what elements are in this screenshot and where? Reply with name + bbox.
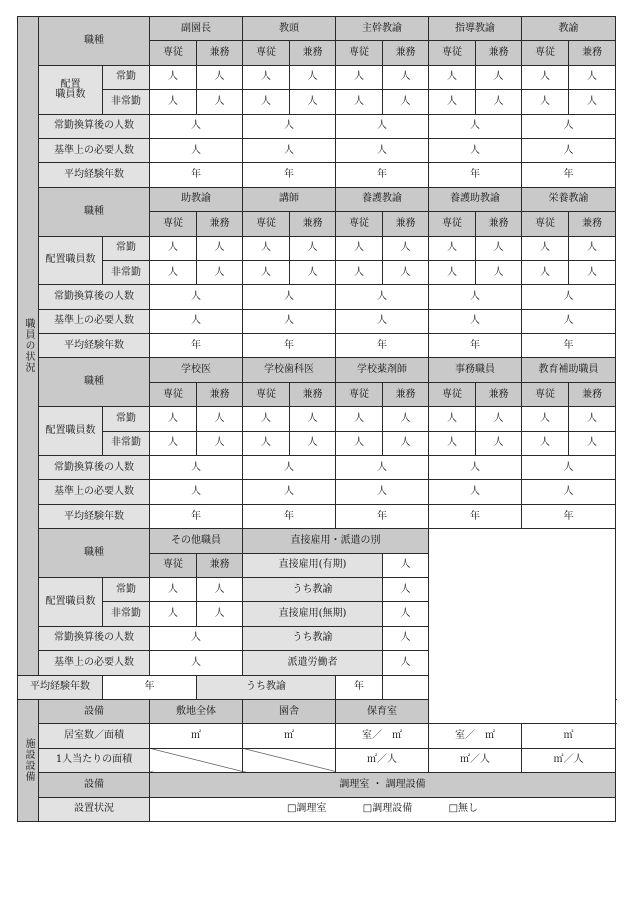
regular-label: 常勤 — [103, 577, 150, 601]
regular-fulltime-cell[interactable]: 人 — [243, 65, 290, 89]
avg-years-cell[interactable]: 年 — [522, 334, 616, 358]
required-cell[interactable]: 人 — [429, 138, 522, 162]
full-time-header: 専従 — [522, 212, 569, 236]
required-cell[interactable]: 人 — [336, 309, 429, 333]
fte-cell[interactable]: 人 — [336, 114, 429, 138]
part-time-header: 兼務 — [569, 41, 616, 65]
non-regular-label: 非常勤 — [103, 260, 150, 284]
avg-years-cell[interactable]: 年 — [243, 163, 336, 187]
regular-parttime-cell[interactable]: 人 — [476, 236, 522, 260]
fte-cell[interactable]: 人 — [150, 456, 243, 480]
section-staff: 職員の状況 — [18, 17, 39, 676]
nursery-room-cell[interactable] — [336, 724, 429, 748]
required-cell[interactable]: 人 — [522, 138, 616, 162]
regular-parttime-cell[interactable]: 人 — [197, 407, 243, 431]
nonregular-parttime-cell[interactable]: 人 — [569, 431, 616, 455]
fixed-teachers-label: うち教諭 — [243, 577, 383, 601]
regular-fulltime-cell[interactable]: 人 — [150, 577, 197, 601]
nonregular-fulltime-cell[interactable]: 人 — [150, 90, 197, 114]
required-cell[interactable]: 人 — [243, 309, 336, 333]
regular-fulltime-cell[interactable]: 人 — [429, 236, 476, 260]
avg-years-cell[interactable]: 年 — [243, 334, 336, 358]
option-kitchen-checkbox[interactable]: □調理室 — [286, 803, 327, 815]
required-cell[interactable]: 人 — [429, 480, 522, 504]
regular-parttime-cell[interactable]: 人 — [197, 577, 243, 601]
nonregular-fulltime-cell[interactable]: 人 — [336, 431, 383, 455]
required-cell[interactable]: 人 — [336, 138, 429, 162]
nonregular-fulltime-cell[interactable]: 人 — [243, 431, 290, 455]
playroom-cell[interactable] — [429, 724, 522, 748]
nonregular-fulltime-cell[interactable]: 人 — [522, 260, 569, 284]
non-regular-label: 非常勤 — [103, 90, 150, 114]
required-cell[interactable]: 人 — [522, 309, 616, 333]
placement-label — [39, 65, 103, 114]
avg-years-cell[interactable]: 年 — [429, 504, 522, 528]
nonregular-fulltime-cell[interactable]: 人 — [429, 90, 476, 114]
role-header: 助教諭 — [150, 187, 243, 211]
fte-cell[interactable]: 人 — [243, 456, 336, 480]
equipment-header: 設備 — [39, 773, 150, 797]
part-time-header: 兼務 — [197, 212, 243, 236]
full-time-header: 専従 — [522, 41, 569, 65]
avg-years-cell[interactable]: 年 — [150, 334, 243, 358]
full-time-header: 専従 — [243, 41, 290, 65]
role-header: 学校医 — [150, 358, 243, 382]
regular-parttime-cell[interactable]: 人 — [476, 407, 522, 431]
kitchen-header: 調理室 ・ 調理設備 — [150, 773, 616, 797]
required-cell[interactable]: 人 — [150, 651, 243, 675]
avg-years-cell[interactable]: 年 — [336, 334, 429, 358]
fte-cell[interactable]: 人 — [243, 285, 336, 309]
nonregular-fulltime-cell[interactable]: 人 — [336, 260, 383, 284]
role-header: その他職員 — [150, 529, 243, 553]
nonregular-parttime-cell[interactable]: 人 — [476, 260, 522, 284]
full-time-header: 専従 — [429, 212, 476, 236]
nonregular-fulltime-cell[interactable]: 人 — [150, 431, 197, 455]
part-time-header: 兼務 — [476, 41, 522, 65]
part-time-header: 兼務 — [290, 212, 336, 236]
job-type-header: 職種 — [39, 529, 150, 578]
full-time-header: 専従 — [429, 41, 476, 65]
placement-label: 配置職員数 — [39, 577, 103, 626]
avg-years-cell[interactable]: 年 — [336, 504, 429, 528]
non-regular-label: 非常勤 — [103, 431, 150, 455]
kitchen-options — [150, 797, 616, 821]
fte-cell[interactable]: 人 — [522, 456, 616, 480]
employment-type-header: 直接雇用・派遣の別 — [243, 529, 429, 553]
room-unit: 室／ — [362, 730, 382, 742]
fte-cell[interactable]: 人 — [336, 456, 429, 480]
role-header: 教頭 — [243, 17, 336, 41]
regular-fulltime-cell[interactable]: 人 — [429, 407, 476, 431]
diagonal-cell — [243, 748, 336, 772]
role-header: 指導教諭 — [429, 17, 522, 41]
regular-fulltime-cell[interactable]: 人 — [522, 236, 569, 260]
fixed-teachers-cell[interactable]: 人 — [383, 577, 429, 601]
role-header: 学校歯科医 — [243, 358, 336, 382]
nonregular-fulltime-cell[interactable]: 人 — [522, 90, 569, 114]
nonregular-parttime-cell[interactable]: 人 — [569, 90, 616, 114]
full-time-header: 専従 — [150, 212, 197, 236]
nonregular-parttime-cell[interactable]: 人 — [290, 260, 336, 284]
rooms-area-label: 居室数／面積 — [39, 724, 150, 748]
sqm-unit: ㎡ — [485, 730, 495, 742]
area-header: 園舎 — [243, 699, 336, 723]
job-type-header: 職種 — [39, 187, 150, 236]
nonregular-fulltime-cell[interactable]: 人 — [429, 260, 476, 284]
regular-parttime-cell[interactable]: 人 — [290, 65, 336, 89]
required-cell[interactable]: 人 — [150, 138, 243, 162]
role-header: 教育補助職員 — [522, 358, 616, 382]
regular-fulltime-cell[interactable]: 人 — [150, 65, 197, 89]
part-time-header: 兼務 — [290, 41, 336, 65]
required-cell[interactable]: 人 — [243, 480, 336, 504]
fte-cell[interactable]: 人 — [150, 114, 243, 138]
fte-cell[interactable]: 人 — [150, 626, 243, 650]
nonregular-fulltime-cell[interactable]: 人 — [243, 90, 290, 114]
placement-label-bottom: 職員数 — [55, 88, 86, 100]
required-cell[interactable]: 人 — [522, 480, 616, 504]
part-time-header: 兼務 — [569, 212, 616, 236]
full-time-header: 専従 — [522, 382, 569, 406]
regular-fulltime-cell[interactable]: 人 — [243, 236, 290, 260]
avg-years-label: 平均経験年数 — [39, 334, 150, 358]
regular-fulltime-cell[interactable]: 人 — [522, 65, 569, 89]
role-header: 主幹教諭 — [336, 17, 429, 41]
staff-facilities-table — [17, 16, 616, 822]
nonregular-parttime-cell[interactable]: 人 — [197, 602, 243, 626]
regular-fulltime-cell[interactable]: 人 — [150, 407, 197, 431]
status-label: 設置状況 — [39, 797, 150, 821]
required-label: 基準上の必要人数 — [39, 138, 150, 162]
regular-parttime-cell[interactable]: 人 — [569, 407, 616, 431]
blank-area — [429, 529, 616, 724]
dispatch-cell[interactable]: 人 — [383, 651, 429, 675]
fte-label: 常勤換算後の人数 — [39, 626, 150, 650]
area-header: 敷地全体 — [150, 699, 243, 723]
avg-years-label: 平均経験年数 — [39, 504, 150, 528]
regular-fulltime-cell[interactable]: 人 — [150, 236, 197, 260]
nonregular-parttime-cell[interactable]: 人 — [383, 431, 429, 455]
per-person-label: 1人当たりの面積 — [39, 748, 150, 772]
avg-years-cell[interactable]: 年 — [429, 334, 522, 358]
full-time-header: 専従 — [336, 212, 383, 236]
area-header: 保育室 — [336, 699, 429, 723]
fte-cell[interactable]: 人 — [336, 285, 429, 309]
section-facilities: 施設設備 — [18, 699, 39, 821]
avg-years-label: 平均経験年数 — [39, 163, 150, 187]
fte-cell[interactable]: 人 — [243, 114, 336, 138]
dispatch-label: 派遣労働者 — [243, 651, 383, 675]
option-kitchen-equipment-checkbox[interactable]: □調理設備 — [362, 803, 413, 815]
nursery-per-person-cell[interactable]: ㎡／人 — [336, 748, 429, 772]
regular-parttime-cell[interactable]: 人 — [383, 407, 429, 431]
role-header: 養護教諭 — [336, 187, 429, 211]
part-time-header: 兼務 — [290, 382, 336, 406]
regular-parttime-cell[interactable]: 人 — [383, 236, 429, 260]
avg-years-label: 平均経験年数 — [18, 675, 103, 699]
fte-cell[interactable]: 人 — [150, 285, 243, 309]
avg-years-cell[interactable]: 年 — [429, 163, 522, 187]
nonregular-fulltime-cell[interactable]: 人 — [522, 431, 569, 455]
playroom-per-person-cell[interactable]: ㎡／人 — [429, 748, 522, 772]
fte-label: 常勤換算後の人数 — [39, 114, 150, 138]
regular-parttime-cell[interactable]: 人 — [290, 407, 336, 431]
part-time-header: 兼務 — [476, 212, 522, 236]
nonregular-fulltime-cell[interactable]: 人 — [150, 602, 197, 626]
avg-years-cell[interactable]: 年 — [336, 163, 429, 187]
placement-label: 配置職員数 — [39, 236, 103, 285]
regular-parttime-cell[interactable]: 人 — [569, 65, 616, 89]
regular-fulltime-cell[interactable]: 人 — [336, 236, 383, 260]
role-header: 副園長 — [150, 17, 243, 41]
direct-indefinite-label: 直接雇用(無期) — [243, 602, 383, 626]
sqm-unit: ㎡ — [392, 730, 402, 742]
role-header: 養護助教諭 — [429, 187, 522, 211]
required-cell[interactable]: 人 — [150, 309, 243, 333]
site-area-cell[interactable]: ㎡ — [150, 724, 243, 748]
diagonal-cell — [150, 748, 243, 772]
nonregular-fulltime-cell[interactable]: 人 — [336, 90, 383, 114]
role-header: 講師 — [243, 187, 336, 211]
part-time-header: 兼務 — [476, 382, 522, 406]
avg-years-cell[interactable]: 年 — [522, 504, 616, 528]
regular-fulltime-cell[interactable]: 人 — [522, 407, 569, 431]
full-time-header: 専従 — [336, 41, 383, 65]
role-header: 事務職員 — [429, 358, 522, 382]
equipment-header: 設備 — [39, 699, 150, 723]
placement-label: 配置職員数 — [39, 407, 103, 456]
part-time-header: 兼務 — [383, 382, 429, 406]
direct-indefinite-cell[interactable]: 人 — [383, 602, 429, 626]
avg-years-cell[interactable]: 年 — [522, 163, 616, 187]
regular-fulltime-cell[interactable]: 人 — [429, 65, 476, 89]
full-time-header: 専従 — [150, 382, 197, 406]
nonregular-parttime-cell[interactable]: 人 — [383, 90, 429, 114]
required-cell[interactable]: 人 — [150, 480, 243, 504]
nonregular-parttime-cell[interactable]: 人 — [383, 260, 429, 284]
fte-cell[interactable]: 人 — [429, 285, 522, 309]
nonregular-parttime-cell[interactable]: 人 — [197, 431, 243, 455]
placement-label-top: 配置 — [60, 78, 81, 90]
fte-cell[interactable]: 人 — [429, 114, 522, 138]
required-cell[interactable]: 人 — [243, 138, 336, 162]
nonregular-fulltime-cell[interactable]: 人 — [429, 431, 476, 455]
regular-parttime-cell[interactable]: 人 — [197, 236, 243, 260]
direct-fixed-cell[interactable]: 人 — [383, 553, 429, 577]
regular-fulltime-cell[interactable]: 人 — [336, 407, 383, 431]
fte-cell[interactable]: 人 — [522, 285, 616, 309]
regular-fulltime-cell[interactable]: 人 — [243, 407, 290, 431]
part-time-header: 兼務 — [197, 41, 243, 65]
job-type-header: 職種 — [39, 17, 150, 66]
avg-years-cell[interactable]: 年 — [150, 163, 243, 187]
required-cell[interactable]: 人 — [336, 480, 429, 504]
job-type-header: 職種 — [39, 358, 150, 407]
nonregular-parttime-cell[interactable]: 人 — [476, 431, 522, 455]
building-area-cell[interactable]: ㎡ — [243, 724, 336, 748]
part-time-header: 兼務 — [383, 212, 429, 236]
part-time-header: 兼務 — [197, 382, 243, 406]
part-time-header: 兼務 — [197, 553, 243, 577]
regular-label: 常勤 — [103, 407, 150, 431]
regular-parttime-cell[interactable]: 人 — [383, 65, 429, 89]
regular-parttime-cell[interactable]: 人 — [569, 236, 616, 260]
nonregular-parttime-cell[interactable]: 人 — [290, 90, 336, 114]
nonregular-parttime-cell[interactable]: 人 — [290, 431, 336, 455]
full-time-header: 専従 — [243, 382, 290, 406]
nonregular-parttime-cell[interactable]: 人 — [476, 90, 522, 114]
required-label: 基準上の必要人数 — [39, 309, 150, 333]
regular-label: 常勤 — [103, 65, 150, 89]
fte-cell[interactable]: 人 — [522, 114, 616, 138]
nonregular-fulltime-cell[interactable]: 人 — [150, 260, 197, 284]
avg-years-cell[interactable]: 年 — [103, 675, 197, 699]
regular-parttime-cell[interactable]: 人 — [290, 236, 336, 260]
avg-years-cell[interactable]: 年 — [243, 504, 336, 528]
regular-parttime-cell[interactable]: 人 — [476, 65, 522, 89]
indefinite-teachers-label: うち教諭 — [243, 626, 383, 650]
fte-cell[interactable]: 人 — [429, 456, 522, 480]
required-label: 基準上の必要人数 — [39, 480, 150, 504]
full-time-header: 専従 — [150, 553, 197, 577]
fte-label: 常勤換算後の人数 — [39, 456, 150, 480]
option-none-checkbox[interactable]: □無し — [448, 803, 479, 815]
nonregular-parttime-cell[interactable]: 人 — [197, 90, 243, 114]
non-regular-label: 非常勤 — [103, 602, 150, 626]
full-time-header: 専従 — [336, 382, 383, 406]
part-time-header: 兼務 — [383, 41, 429, 65]
nonregular-parttime-cell[interactable]: 人 — [197, 260, 243, 284]
role-header: 学校薬剤師 — [336, 358, 429, 382]
full-time-header: 専従 — [243, 212, 290, 236]
nonregular-parttime-cell[interactable]: 人 — [569, 260, 616, 284]
regular-fulltime-cell[interactable]: 人 — [336, 65, 383, 89]
fte-label: 常勤換算後の人数 — [39, 285, 150, 309]
required-label: 基準上の必要人数 — [39, 651, 150, 675]
regular-parttime-cell[interactable]: 人 — [197, 65, 243, 89]
regular-label: 常勤 — [103, 236, 150, 260]
required-cell[interactable]: 人 — [429, 309, 522, 333]
dispatch-teachers-label: うち教諭 — [197, 675, 336, 699]
role-header: 栄養教諭 — [522, 187, 616, 211]
full-time-header: 専従 — [150, 41, 197, 65]
indefinite-teachers-cell[interactable]: 人 — [383, 626, 429, 650]
room-unit: 室／ — [455, 730, 475, 742]
playground-area-cell[interactable]: ㎡ — [522, 724, 616, 748]
dispatch-teachers-cell[interactable]: 年 — [336, 675, 383, 699]
playground-per-person-cell[interactable]: ㎡／人 — [522, 748, 616, 772]
direct-fixed-label: 直接雇用(有期) — [243, 553, 383, 577]
nonregular-fulltime-cell[interactable]: 人 — [243, 260, 290, 284]
full-time-header: 専従 — [429, 382, 476, 406]
part-time-header: 兼務 — [569, 382, 616, 406]
avg-years-cell[interactable]: 年 — [150, 504, 243, 528]
role-header: 教諭 — [522, 17, 616, 41]
